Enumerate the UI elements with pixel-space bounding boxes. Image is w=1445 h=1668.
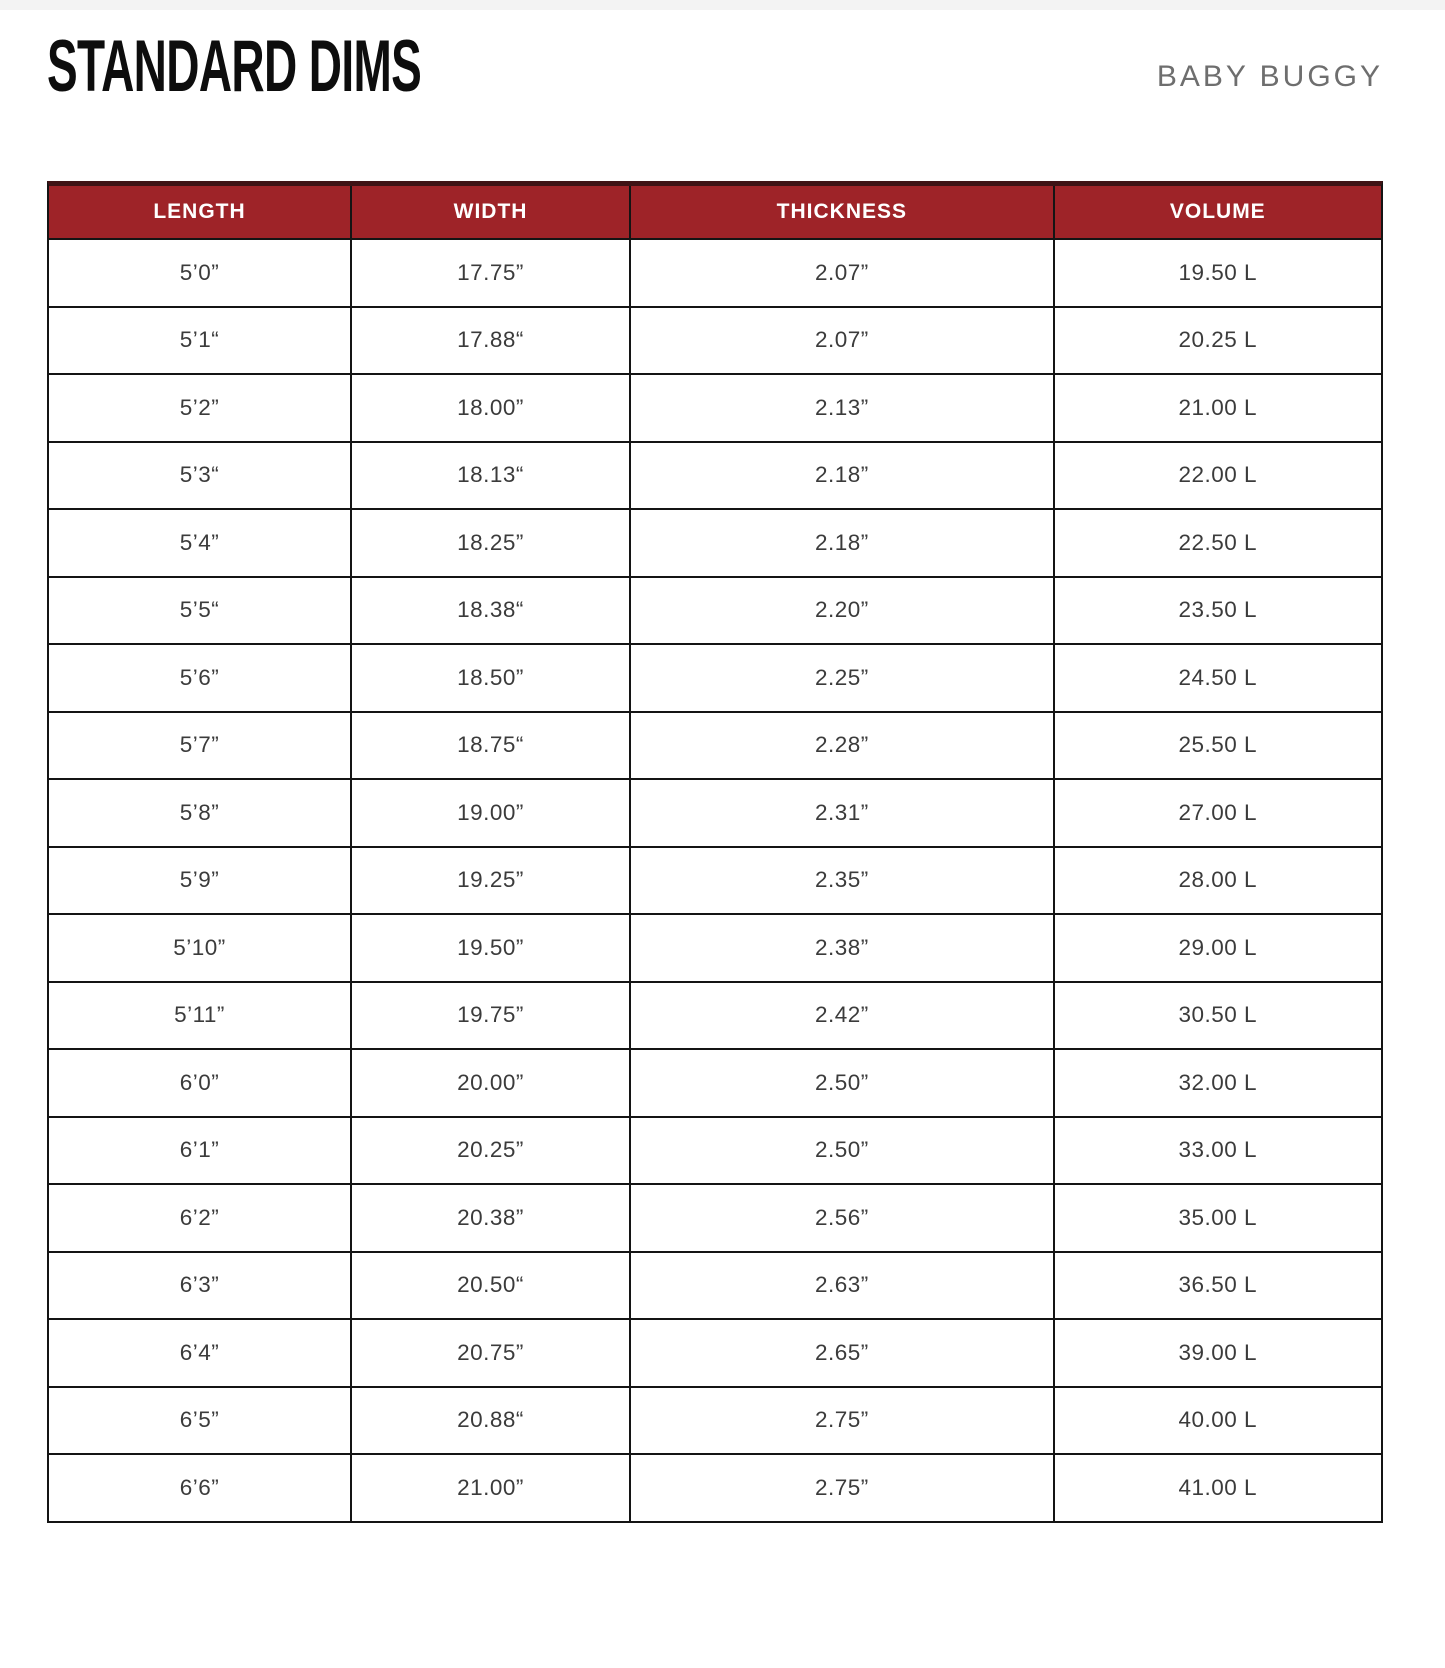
length-cell: 6’4” <box>49 1320 352 1386</box>
table-row <box>49 1116 1381 1184</box>
table-row <box>49 778 1381 846</box>
thickness-cell: 2.42” <box>631 983 1055 1049</box>
table-row <box>49 711 1381 779</box>
volume-cell: 29.00 L <box>1178 934 1258 960</box>
width-cell: 20.50“ <box>352 1253 631 1319</box>
length-cell: 6’5” <box>49 1388 352 1454</box>
thickness-cell: 2.56” <box>631 1185 1055 1251</box>
volume-cell: 36.50 L <box>1178 1272 1258 1298</box>
dims-table <box>47 181 1383 1523</box>
volume-cell: 40.00 L <box>1178 1407 1258 1433</box>
volume-cell: 35.00 L <box>1178 1204 1258 1230</box>
volume-cell: 22.00 L <box>1178 462 1258 488</box>
thickness-cell: 2.18” <box>631 510 1055 576</box>
thickness-cell: 2.35” <box>631 848 1055 914</box>
width-cell: 18.25” <box>352 510 631 576</box>
length-cell: 6’1” <box>49 1118 352 1184</box>
table-row <box>49 1048 1381 1116</box>
width-cell: 18.13“ <box>352 443 631 509</box>
length-cell: 6’2” <box>49 1185 352 1251</box>
width-cell: 20.75” <box>352 1320 631 1386</box>
column-header-volume: VOLUME <box>1169 200 1266 223</box>
table-row <box>49 1251 1381 1319</box>
width-cell: 19.00” <box>352 780 631 846</box>
length-cell: 5’6” <box>49 645 352 711</box>
thickness-cell: 2.31” <box>631 780 1055 846</box>
length-cell: 5’5“ <box>49 578 352 644</box>
table-header-row <box>49 186 1381 238</box>
length-cell: 6’0” <box>49 1050 352 1116</box>
thickness-cell: 2.75” <box>631 1388 1055 1454</box>
table-row <box>49 846 1381 914</box>
table-row <box>49 1453 1381 1521</box>
length-cell: 5’3“ <box>49 443 352 509</box>
volume-cell: 25.50 L <box>1178 732 1258 758</box>
thickness-cell: 2.28” <box>631 713 1055 779</box>
volume-cell: 22.50 L <box>1178 529 1258 555</box>
column-header-length: LENGTH <box>49 186 352 238</box>
volume-cell: 30.50 L <box>1178 1002 1258 1028</box>
length-cell: 5’0” <box>49 240 352 306</box>
column-header-thickness: THICKNESS <box>631 186 1055 238</box>
thickness-cell: 2.50” <box>631 1050 1055 1116</box>
volume-cell: 32.00 L <box>1178 1069 1258 1095</box>
thickness-cell: 2.50” <box>631 1118 1055 1184</box>
table-row <box>49 913 1381 981</box>
table-row <box>49 373 1381 441</box>
volume-cell: 39.00 L <box>1178 1339 1258 1365</box>
width-cell: 19.50” <box>352 915 631 981</box>
page-top-edge <box>0 0 1445 10</box>
length-cell: 5’10” <box>49 915 352 981</box>
thickness-cell: 2.18” <box>631 443 1055 509</box>
table-row <box>49 576 1381 644</box>
table-row <box>49 508 1381 576</box>
width-cell: 19.25” <box>352 848 631 914</box>
length-cell: 5’4” <box>49 510 352 576</box>
length-cell: 5’11” <box>49 983 352 1049</box>
width-cell: 20.88“ <box>352 1388 631 1454</box>
length-cell: 5’1“ <box>49 308 352 374</box>
volume-cell: 33.00 L <box>1178 1137 1258 1163</box>
width-cell: 17.75” <box>352 240 631 306</box>
length-cell: 6’3” <box>49 1253 352 1319</box>
length-cell: 6’6” <box>49 1455 352 1521</box>
volume-cell: 20.25 L <box>1178 327 1258 353</box>
thickness-cell: 2.63” <box>631 1253 1055 1319</box>
volume-cell: 24.50 L <box>1178 664 1258 690</box>
volume-cell: 27.00 L <box>1178 799 1258 825</box>
thickness-cell: 2.25” <box>631 645 1055 711</box>
table-row <box>49 1318 1381 1386</box>
table-row <box>49 306 1381 374</box>
length-cell: 5’7” <box>49 713 352 779</box>
thickness-cell: 2.38” <box>631 915 1055 981</box>
volume-cell: 21.00 L <box>1178 394 1258 420</box>
length-cell: 5’9” <box>49 848 352 914</box>
volume-cell: 41.00 L <box>1178 1474 1258 1500</box>
column-header-width: WIDTH <box>352 186 631 238</box>
volume-cell: 23.50 L <box>1178 597 1258 623</box>
thickness-cell: 2.07” <box>631 308 1055 374</box>
width-cell: 17.88“ <box>352 308 631 374</box>
table-row <box>49 1386 1381 1454</box>
thickness-cell: 2.13” <box>631 375 1055 441</box>
width-cell: 18.75“ <box>352 713 631 779</box>
table-row <box>49 981 1381 1049</box>
table-row <box>49 643 1381 711</box>
width-cell: 18.38“ <box>352 578 631 644</box>
width-cell: 20.25” <box>352 1118 631 1184</box>
page-title: STANDARD DIMS <box>47 26 422 107</box>
table-body <box>49 238 1381 1521</box>
table-row <box>49 1183 1381 1251</box>
width-cell: 19.75” <box>352 983 631 1049</box>
width-cell: 20.38” <box>352 1185 631 1251</box>
width-cell: 20.00” <box>352 1050 631 1116</box>
width-cell: 21.00” <box>352 1455 631 1521</box>
volume-cell: 28.00 L <box>1178 867 1258 893</box>
length-cell: 5’2” <box>49 375 352 441</box>
width-cell: 18.50” <box>352 645 631 711</box>
thickness-cell: 2.75” <box>631 1455 1055 1521</box>
table-row <box>49 441 1381 509</box>
table-row <box>49 238 1381 306</box>
model-name-label: BABY BUGGY <box>1156 60 1383 93</box>
thickness-cell: 2.20” <box>631 578 1055 644</box>
length-cell: 5’8” <box>49 780 352 846</box>
width-cell: 18.00” <box>352 375 631 441</box>
thickness-cell: 2.65” <box>631 1320 1055 1386</box>
thickness-cell: 2.07” <box>631 240 1055 306</box>
volume-cell: 19.50 L <box>1178 259 1258 285</box>
